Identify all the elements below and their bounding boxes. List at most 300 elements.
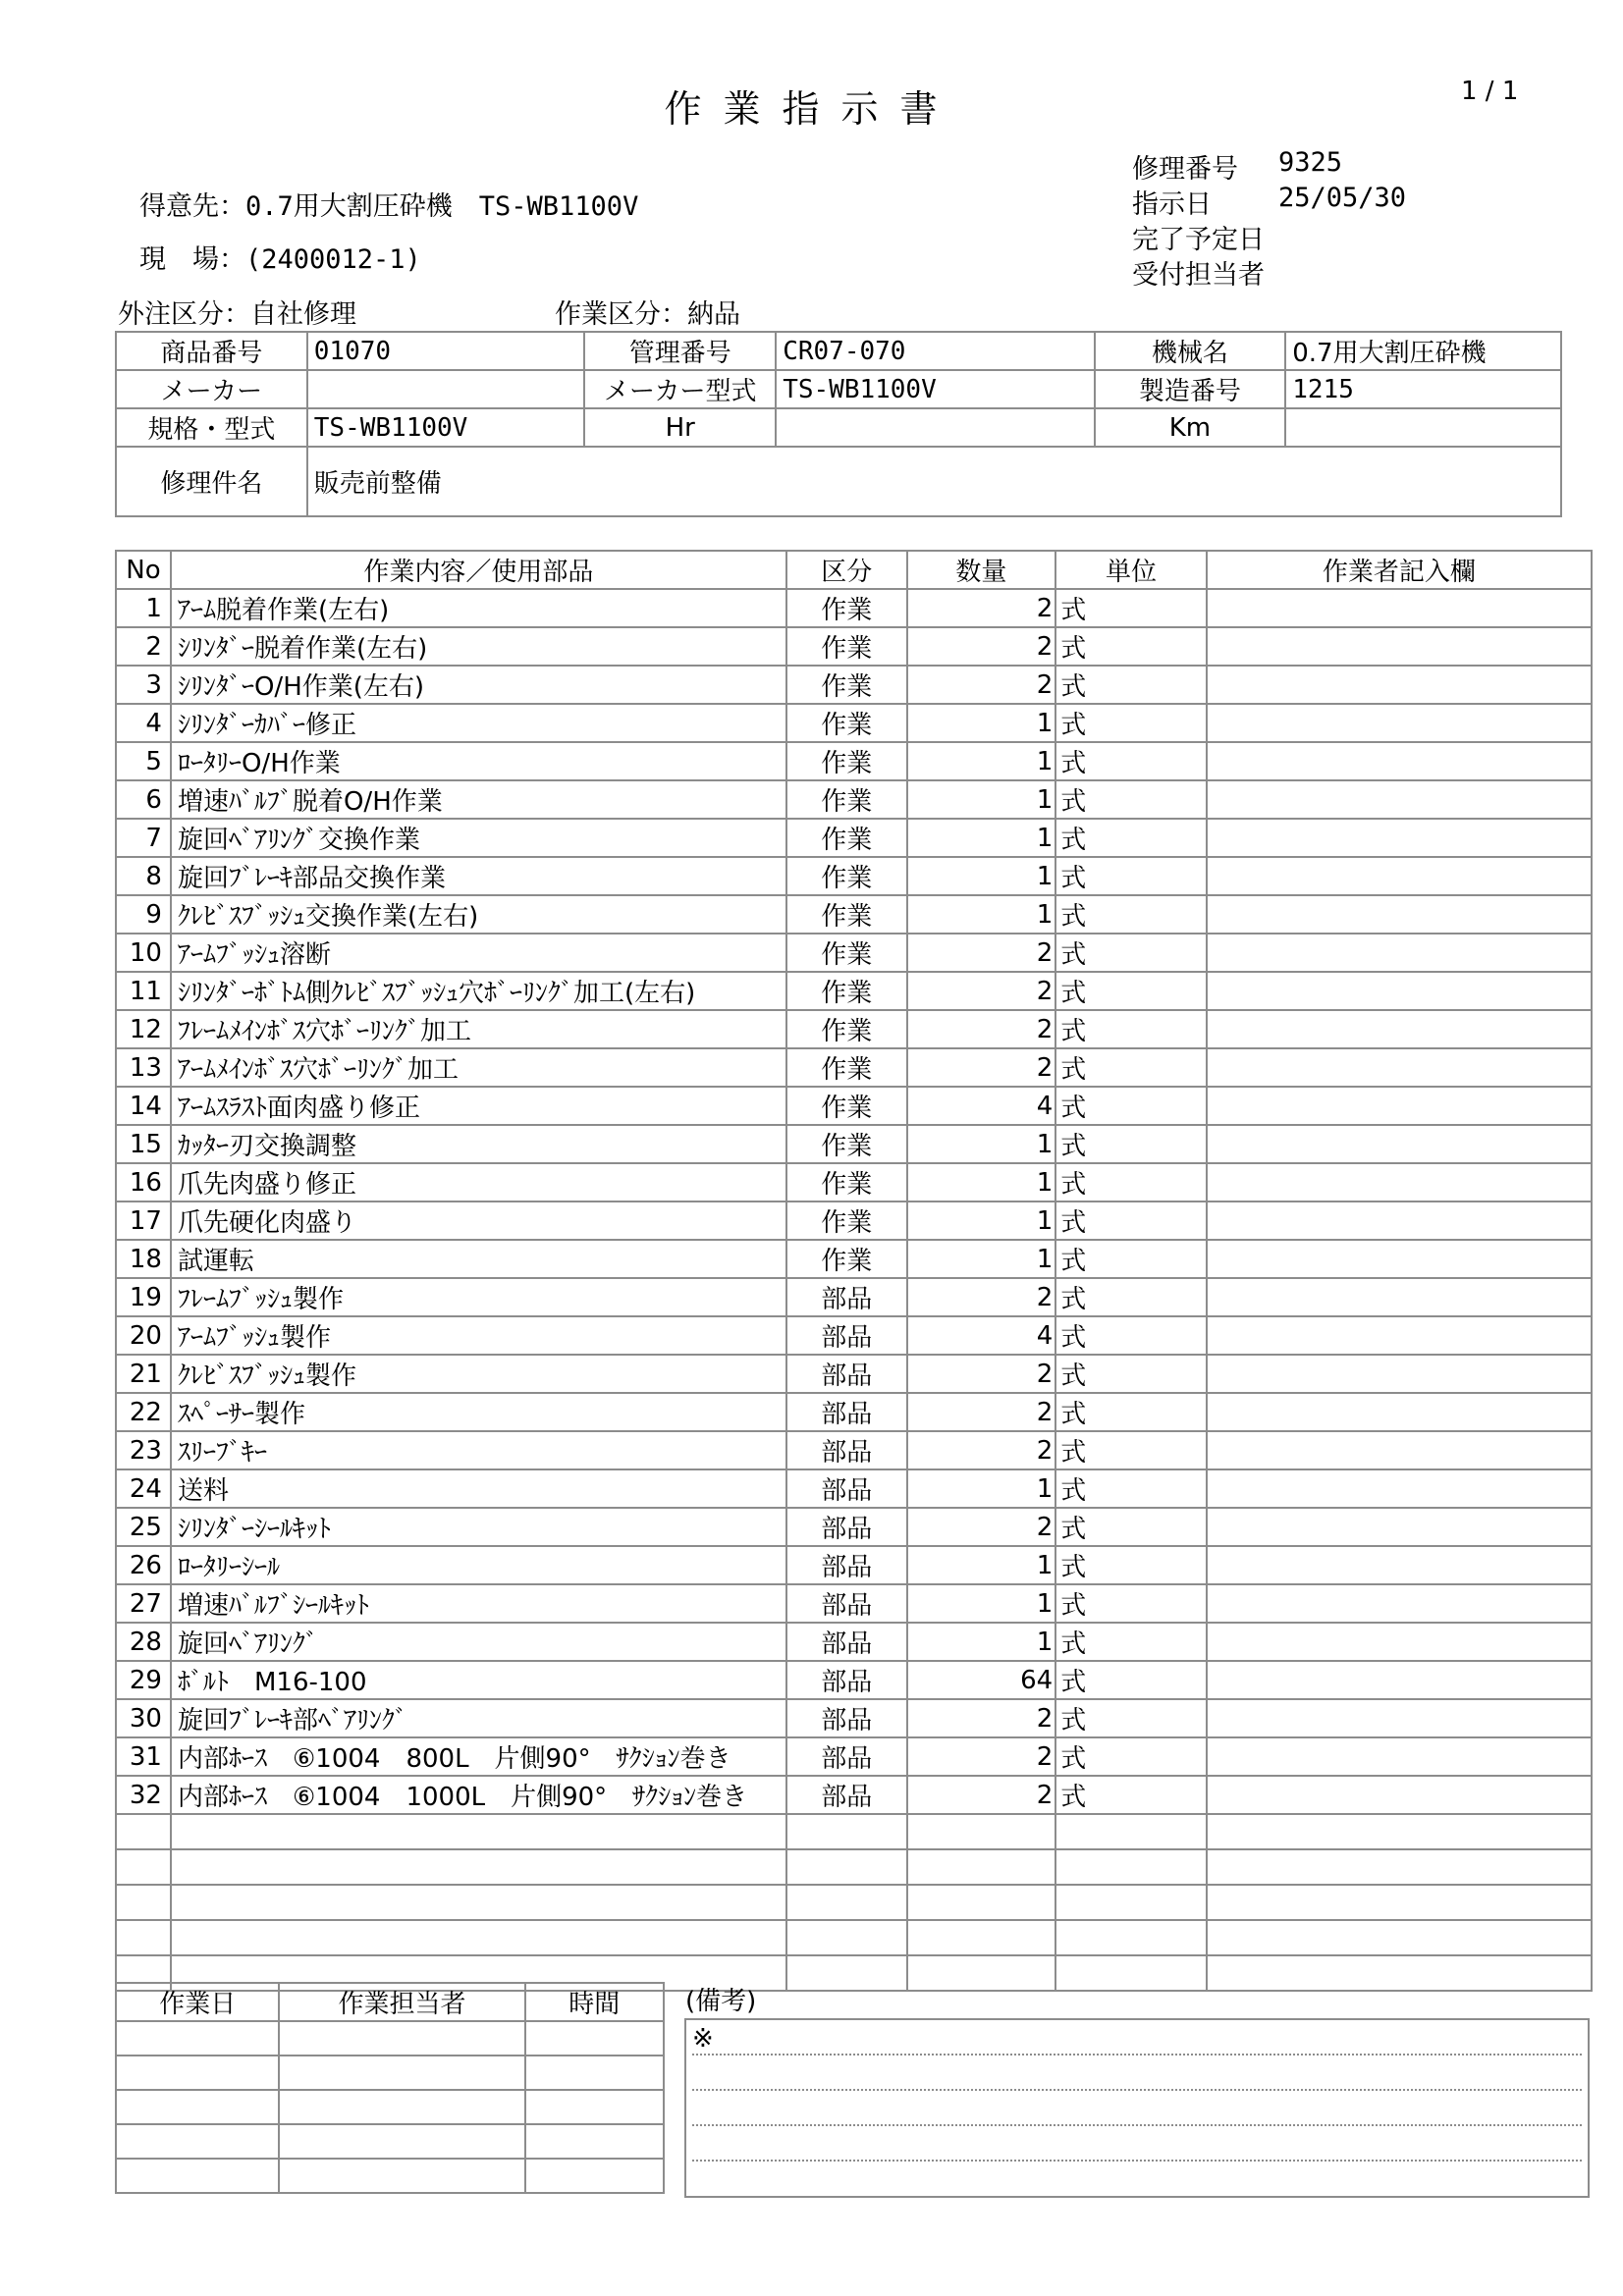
repair-no-label: 修理番号 [1132,154,1238,185]
site-value: (2400012-1) [245,244,421,275]
work-log-row [116,2159,664,2193]
item-no: 27 [116,1584,171,1623]
hr-value [776,408,1094,447]
empty-cell [1055,1920,1207,1955]
item-division: 作業 [786,1048,907,1087]
item-no: 17 [116,1201,171,1240]
item-unit: 式 [1055,627,1207,666]
item-division: 部品 [786,1469,907,1508]
item-no: 24 [116,1469,171,1508]
item-description: ﾛｰﾀﾘｰｼｰﾙ [171,1546,786,1584]
item-worker-entry [1207,742,1592,780]
empty-cell [171,1885,786,1920]
header-time: 時間 [525,1983,664,2021]
item-worker-entry [1207,1546,1592,1584]
remarks-mark: ※ [692,2024,714,2054]
maker-model-value: TS-WB1100V [776,370,1094,408]
table-row [116,1087,1592,1125]
item-no: 28 [116,1623,171,1661]
item-division: 部品 [786,1546,907,1584]
header-worker: 作業担当者 [279,1983,524,2021]
item-no: 5 [116,742,171,780]
item-division: 部品 [786,1508,907,1546]
item-unit: 式 [1055,1661,1207,1699]
machine-name-value: 0.7用大割圧砕機 [1285,332,1561,370]
table-row [116,1125,1592,1163]
item-division: 部品 [786,1623,907,1661]
time-cell [525,2159,664,2193]
item-quantity: 2 [907,972,1056,1010]
hr-label: Hr [584,408,776,447]
item-division: 部品 [786,1393,907,1431]
item-division: 部品 [786,1278,907,1316]
item-description: 旋回ﾌﾞﾚｰｷ部ﾍﾞｱﾘﾝｸﾞ [171,1699,786,1737]
item-no: 30 [116,1699,171,1737]
item-quantity: 2 [907,1737,1056,1776]
empty-cell [786,1849,907,1885]
machine-name-label: 機械名 [1095,332,1286,370]
item-quantity: 1 [907,819,1056,857]
work-type-label: 作業区分： [555,299,687,330]
item-worker-entry [1207,1776,1592,1814]
item-quantity: 1 [907,704,1056,742]
item-unit: 式 [1055,1087,1207,1125]
item-no: 19 [116,1278,171,1316]
item-unit: 式 [1055,1584,1207,1623]
item-division: 作業 [786,934,907,972]
item-worker-entry [1207,589,1592,627]
mgmt-no-label: 管理番号 [584,332,776,370]
item-no: 14 [116,1087,171,1125]
item-no: 6 [116,780,171,819]
item-unit: 式 [1055,1316,1207,1355]
empty-cell [1055,1814,1207,1849]
item-no: 18 [116,1240,171,1278]
spec-label: 規格・型式 [116,408,307,447]
item-description: 爪先硬化肉盛り [171,1201,786,1240]
item-description: 試運転 [171,1240,786,1278]
empty-cell [907,1814,1056,1849]
item-description: ｼﾘﾝﾀﾞｰｼｰﾙｷｯﾄ [171,1508,786,1546]
work-log-table [115,1982,665,2194]
table-row [116,857,1592,895]
empty-cell [907,1920,1056,1955]
work-log-row [116,2090,664,2124]
item-worker-entry [1207,1125,1592,1163]
item-unit: 式 [1055,1469,1207,1508]
item-unit: 式 [1055,1048,1207,1087]
item-description: ﾌﾚｰﾑﾌﾞｯｼｭ製作 [171,1278,786,1316]
item-unit: 式 [1055,704,1207,742]
table-row [116,1737,1592,1776]
item-no: 16 [116,1163,171,1201]
work-log-row [116,2056,664,2090]
item-unit: 式 [1055,1393,1207,1431]
item-no: 9 [116,895,171,934]
item-worker-entry [1207,1201,1592,1240]
header-no: No [116,551,171,589]
item-unit: 式 [1055,1699,1207,1737]
item-quantity: 1 [907,1546,1056,1584]
serial-value: 1215 [1285,370,1561,408]
item-description: ﾛｰﾀﾘｰO/H作業 [171,742,786,780]
item-division: 部品 [786,1661,907,1699]
item-unit: 式 [1055,895,1207,934]
item-quantity: 1 [907,1201,1056,1240]
item-division: 作業 [786,1163,907,1201]
item-worker-entry [1207,1393,1592,1431]
mgmt-no-value: CR07-070 [776,332,1094,370]
empty-cell [1207,1955,1592,1991]
maker-model-label: メーカー型式 [584,370,776,408]
spec-value: TS-WB1100V [307,408,585,447]
item-description: ｱｰﾑﾌﾞｯｼｭ製作 [171,1316,786,1355]
item-worker-entry [1207,1240,1592,1278]
item-worker-entry [1207,780,1592,819]
item-unit: 式 [1055,1737,1207,1776]
table-row [116,666,1592,704]
instruction-date-label: 指示日 [1132,189,1212,220]
item-worker-entry [1207,704,1592,742]
table-row [116,819,1592,857]
item-description: 内部ﾎｰｽ ⑥1004 1000L 片側90° ｻｸｼｮﾝ巻き [171,1776,786,1814]
item-description: ｱｰﾑｽﾗｽﾄ面肉盛り修正 [171,1087,786,1125]
table-row-empty [116,1849,1592,1885]
item-no: 15 [116,1125,171,1163]
item-worker-entry [1207,1431,1592,1469]
maker-label: メーカー [116,370,307,408]
time-cell [525,2124,664,2159]
table-row [116,1661,1592,1699]
remarks-line [692,2054,1582,2056]
empty-cell [1207,1849,1592,1885]
item-description: ｼﾘﾝﾀﾞｰｶﾊﾞｰ修正 [171,704,786,742]
item-division: 部品 [786,1431,907,1469]
item-worker-entry [1207,972,1592,1010]
item-description: ｼﾘﾝﾀﾞｰﾎﾞﾄﾑ側ｸﾚﾋﾞｽﾌﾞｯｼｭ穴ﾎﾞｰﾘﾝｸﾞ加工(左右) [171,972,786,1010]
outsource-label: 外注区分： [118,299,250,330]
item-description: ﾌﾚｰﾑﾒｲﾝﾎﾞｽ穴ﾎﾞｰﾘﾝｸﾞ加工 [171,1010,786,1048]
header-work-date: 作業日 [116,1983,279,2021]
item-description: 旋回ﾌﾞﾚｰｷ部品交換作業 [171,857,786,895]
item-worker-entry [1207,895,1592,934]
outsource-row [118,293,356,331]
work-date-cell [116,2056,279,2090]
work-date-cell [116,2159,279,2193]
item-description: ｱｰﾑﾒｲﾝﾎﾞｽ穴ﾎﾞｰﾘﾝｸﾞ加工 [171,1048,786,1087]
item-description: ｽﾘｰﾌﾞｷｰ [171,1431,786,1469]
item-unit: 式 [1055,1201,1207,1240]
item-quantity: 1 [907,1584,1056,1623]
item-no: 4 [116,704,171,742]
table-row [116,1393,1592,1431]
site-label: 現 場： [139,244,245,275]
item-unit: 式 [1055,1546,1207,1584]
remarks-line [692,2089,1582,2091]
empty-cell [116,1885,171,1920]
empty-cell [907,1849,1056,1885]
item-unit: 式 [1055,1278,1207,1316]
empty-cell [907,1885,1056,1920]
empty-cell [907,1955,1056,1991]
item-no: 2 [116,627,171,666]
item-worker-entry [1207,1623,1592,1661]
item-division: 部品 [786,1737,907,1776]
item-quantity: 4 [907,1316,1056,1355]
item-no: 3 [116,666,171,704]
empty-cell [1055,1955,1207,1991]
table-row [116,1316,1592,1355]
item-quantity: 2 [907,1010,1056,1048]
item-division: 作業 [786,1240,907,1278]
header-worker-entry: 作業者記入欄 [1207,551,1592,589]
work-log-row [116,2021,664,2056]
product-no-label: 商品番号 [116,332,307,370]
item-quantity: 2 [907,666,1056,704]
table-row [116,1278,1592,1316]
item-division: 作業 [786,1201,907,1240]
table-row [116,1469,1592,1508]
table-row [116,934,1592,972]
item-unit: 式 [1055,1240,1207,1278]
table-row-empty [116,1885,1592,1920]
item-description: ﾎﾞﾙﾄ M16-100 [171,1661,786,1699]
item-division: 作業 [786,972,907,1010]
item-division: 作業 [786,666,907,704]
empty-cell [1207,1814,1592,1849]
item-no: 8 [116,857,171,895]
work-date-cell [116,2021,279,2056]
item-no: 26 [116,1546,171,1584]
item-quantity: 2 [907,1355,1056,1393]
item-worker-entry [1207,1048,1592,1087]
customer-value: 0.7用大割圧砕機 TS-WB1100V [245,191,639,222]
item-worker-entry [1207,1661,1592,1699]
item-description: ｸﾚﾋﾞｽﾌﾞｯｼｭ製作 [171,1355,786,1393]
item-quantity: 2 [907,1431,1056,1469]
table-row [116,895,1592,934]
worker-cell [279,2021,524,2056]
item-division: 部品 [786,1776,907,1814]
time-cell [525,2056,664,2090]
item-quantity: 1 [907,1125,1056,1163]
item-description: ｱｰﾑﾌﾞｯｼｭ溶断 [171,934,786,972]
empty-cell [171,1920,786,1955]
item-quantity: 2 [907,1278,1056,1316]
item-quantity: 1 [907,1240,1056,1278]
table-row [116,1546,1592,1584]
empty-cell [786,1814,907,1849]
table-row [116,1508,1592,1546]
item-division: 作業 [786,704,907,742]
table-row [116,1201,1592,1240]
item-quantity: 1 [907,742,1056,780]
item-unit: 式 [1055,1125,1207,1163]
item-description: ｶｯﾀｰ刃交換調整 [171,1125,786,1163]
empty-cell [1055,1885,1207,1920]
table-row [116,1431,1592,1469]
item-no: 32 [116,1776,171,1814]
item-division: 作業 [786,589,907,627]
item-no: 7 [116,819,171,857]
item-description: 増速ﾊﾞﾙﾌﾞ脱着O/H作業 [171,780,786,819]
table-row [116,1699,1592,1737]
time-cell [525,2090,664,2124]
item-division: 作業 [786,627,907,666]
customer-row [139,185,638,223]
item-quantity: 2 [907,589,1056,627]
item-worker-entry [1207,1355,1592,1393]
km-label: Km [1095,408,1286,447]
item-worker-entry [1207,627,1592,666]
table-row-empty [116,1814,1592,1849]
table-row [116,780,1592,819]
repair-item-label: 修理件名 [116,447,307,516]
table-row [116,1355,1592,1393]
empty-cell [116,1920,171,1955]
item-worker-entry [1207,1163,1592,1201]
km-value [1285,408,1561,447]
item-worker-entry [1207,666,1592,704]
remarks-box [684,2018,1590,2198]
item-no: 21 [116,1355,171,1393]
item-worker-entry [1207,1469,1592,1508]
item-no: 29 [116,1661,171,1699]
table-row [116,1163,1592,1201]
empty-cell [116,1814,171,1849]
item-unit: 式 [1055,1776,1207,1814]
table-row [116,1776,1592,1814]
maker-value [307,370,585,408]
item-worker-entry [1207,819,1592,857]
item-description: ｼﾘﾝﾀﾞｰ脱着作業(左右) [171,627,786,666]
work-type-row [555,293,740,331]
empty-cell [116,1849,171,1885]
empty-cell [171,1814,786,1849]
remarks-line [692,2124,1582,2126]
remarks-label: (備考) [685,1987,757,2016]
item-worker-entry [1207,1737,1592,1776]
page-number: 1 / 1 [1461,77,1519,106]
header-description: 作業内容／使用部品 [171,551,786,589]
table-row [116,589,1592,627]
item-division: 作業 [786,1010,907,1048]
table-row [116,627,1592,666]
work-items-table [115,550,1593,1992]
item-quantity: 2 [907,1508,1056,1546]
item-unit: 式 [1055,1508,1207,1546]
item-description: 旋回ﾍﾞｱﾘﾝｸﾞ交換作業 [171,819,786,857]
item-no: 25 [116,1508,171,1546]
document-title: 作業指示書 [664,87,959,131]
worker-cell [279,2056,524,2090]
item-quantity: 4 [907,1087,1056,1125]
item-worker-entry [1207,1278,1592,1316]
item-quantity: 64 [907,1661,1056,1699]
item-quantity: 2 [907,1048,1056,1087]
item-no: 1 [116,589,171,627]
table-row [116,1048,1592,1087]
item-description: ｼﾘﾝﾀﾞｰO/H作業(左右) [171,666,786,704]
item-unit: 式 [1055,1010,1207,1048]
time-cell [525,2021,664,2056]
work-date-cell [116,2124,279,2159]
item-unit: 式 [1055,666,1207,704]
item-worker-entry [1207,857,1592,895]
worker-cell [279,2159,524,2193]
item-unit: 式 [1055,972,1207,1010]
item-quantity: 2 [907,934,1056,972]
item-unit: 式 [1055,742,1207,780]
item-no: 22 [116,1393,171,1431]
item-no: 23 [116,1431,171,1469]
item-unit: 式 [1055,819,1207,857]
item-division: 作業 [786,819,907,857]
item-worker-entry [1207,1316,1592,1355]
item-quantity: 1 [907,1163,1056,1201]
item-description: 増速ﾊﾞﾙﾌﾞｼｰﾙｷｯﾄ [171,1584,786,1623]
empty-cell [1055,1849,1207,1885]
serial-label: 製造番号 [1095,370,1286,408]
worker-cell [279,2090,524,2124]
item-quantity: 2 [907,627,1056,666]
outsource-value: 自社修理 [250,299,356,330]
item-unit: 式 [1055,857,1207,895]
table-row [116,1623,1592,1661]
item-no: 10 [116,934,171,972]
item-quantity: 1 [907,895,1056,934]
machine-info-table [115,331,1562,517]
instruction-date-value: 25/05/30 [1278,183,1407,213]
empty-cell [786,1920,907,1955]
table-row [116,972,1592,1010]
customer-label: 得意先： [139,191,245,222]
item-unit: 式 [1055,934,1207,972]
item-division: 部品 [786,1316,907,1355]
site-row [139,238,421,276]
table-row [116,1010,1592,1048]
item-unit: 式 [1055,589,1207,627]
repair-item-value: 販売前整備 [307,447,1561,516]
worker-cell [279,2124,524,2159]
empty-cell [786,1885,907,1920]
item-division: 作業 [786,780,907,819]
table-row [116,704,1592,742]
empty-cell [1207,1920,1592,1955]
item-division: 部品 [786,1699,907,1737]
item-division: 部品 [786,1584,907,1623]
header-quantity: 数量 [907,551,1056,589]
item-no: 11 [116,972,171,1010]
table-row [116,1240,1592,1278]
repair-no-value: 9325 [1278,147,1343,178]
table-row [116,1584,1592,1623]
item-description: 内部ﾎｰｽ ⑥1004 800L 片側90° ｻｸｼｮﾝ巻き [171,1737,786,1776]
item-description: 旋回ﾍﾞｱﾘﾝｸﾞ [171,1623,786,1661]
remarks-line [692,2160,1582,2162]
item-quantity: 2 [907,1393,1056,1431]
item-worker-entry [1207,1087,1592,1125]
item-description: 爪先肉盛り修正 [171,1163,786,1201]
item-description: ｱｰﾑ脱着作業(左右) [171,589,786,627]
header-division: 区分 [786,551,907,589]
item-unit: 式 [1055,1355,1207,1393]
item-description: ｸﾚﾋﾞｽﾌﾞｯｼｭ交換作業(左右) [171,895,786,934]
item-description: 送料 [171,1469,786,1508]
reception-label: 受付担当者 [1132,260,1265,291]
completion-label: 完了予定日 [1132,225,1265,255]
empty-cell [171,1849,786,1885]
